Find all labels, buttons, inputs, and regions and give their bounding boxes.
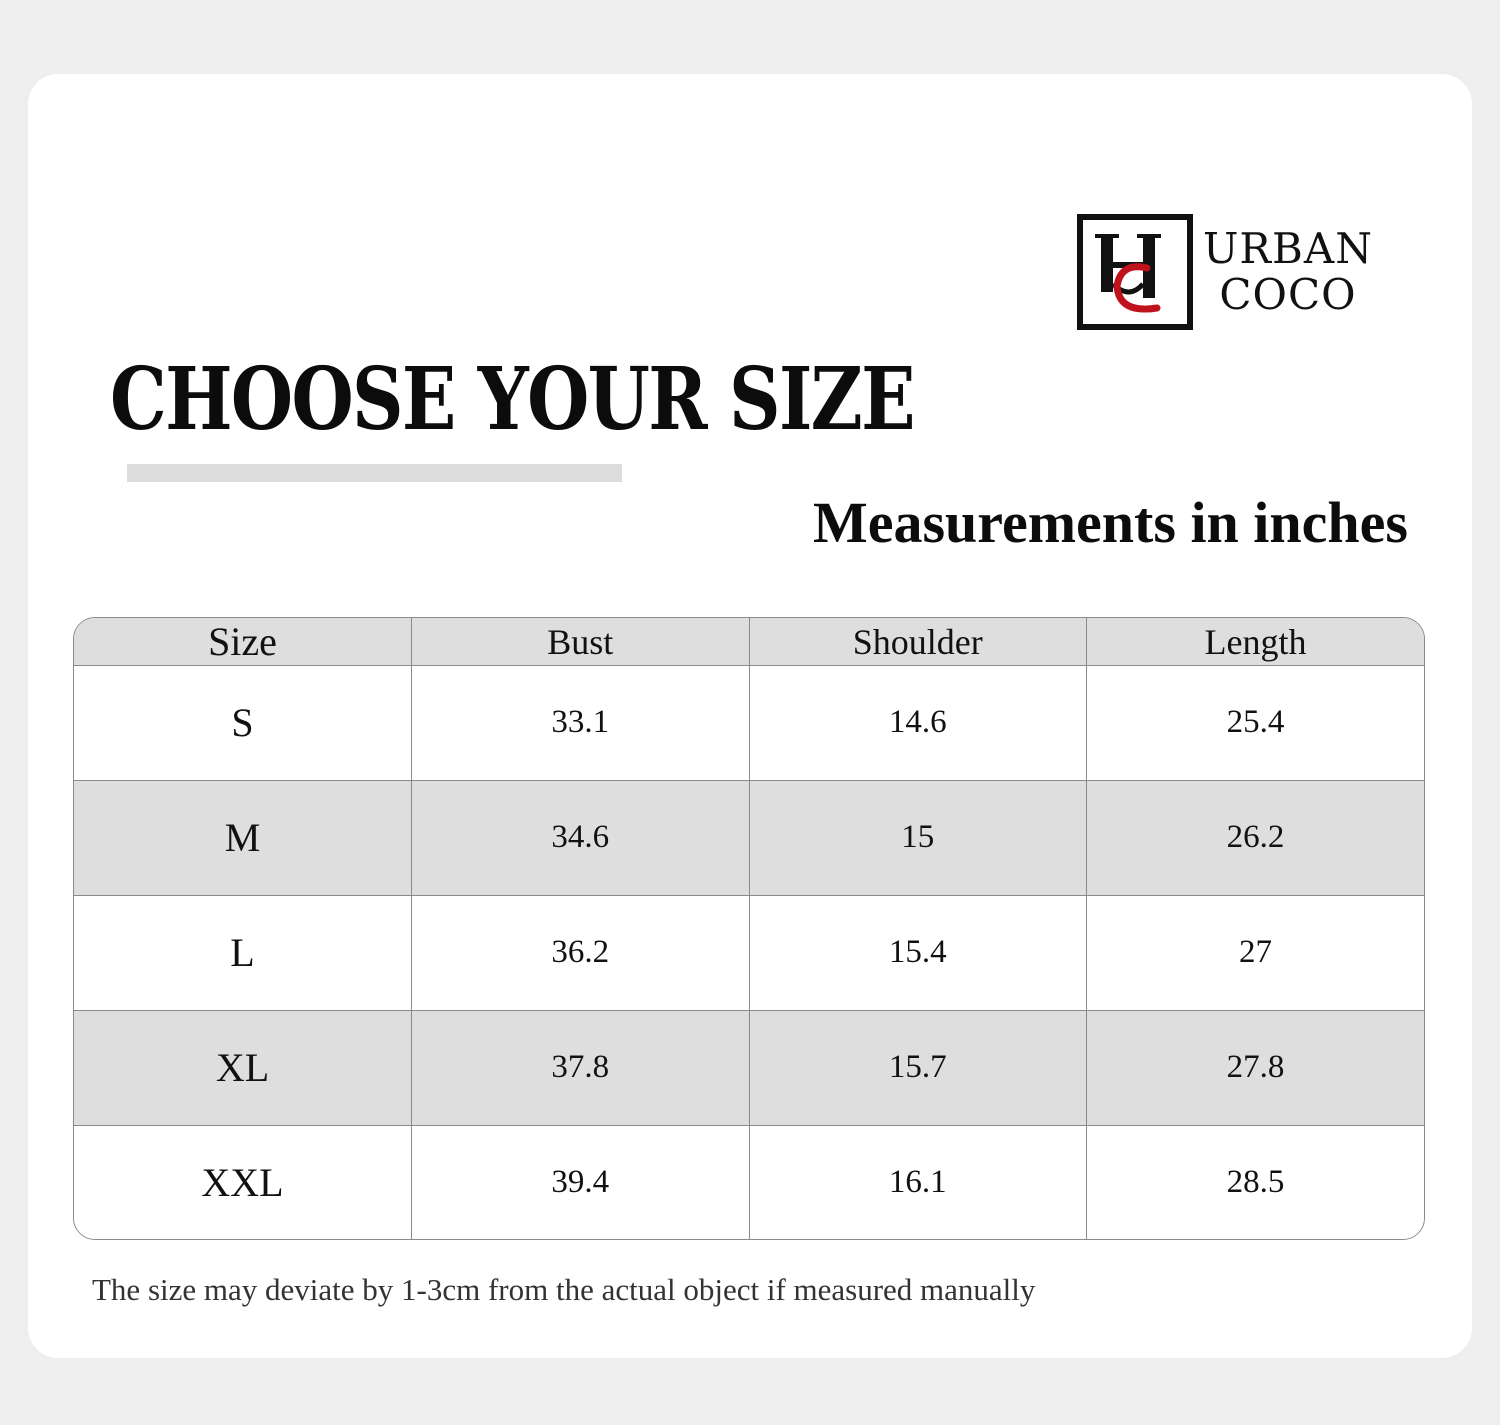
table-row (74, 1010, 1424, 1125)
table-row (74, 780, 1424, 895)
header-size: Size (74, 618, 412, 666)
table-header-row (74, 618, 1424, 666)
length-cell: 28.5 (1087, 1125, 1425, 1239)
page-title: CHOOSE YOUR SIZE (110, 349, 914, 450)
title-underline-bar (127, 464, 622, 482)
table-row (74, 666, 1424, 781)
measurement-disclaimer: The size may deviate by 1-3cm from the actual object if measured manually (92, 1272, 1036, 1307)
length-cell: 27.8 (1087, 1010, 1425, 1125)
header-bust: Bust (412, 618, 750, 666)
shoulder-cell: 15.4 (749, 895, 1087, 1010)
bust-cell: 39.4 (412, 1125, 750, 1239)
brand-name (1198, 226, 1378, 318)
bust-cell: 33.1 (412, 666, 750, 781)
size-table (74, 618, 1424, 1239)
shoulder-cell: 16.1 (749, 1125, 1087, 1239)
size-cell: XXL (74, 1125, 412, 1239)
brand-name-line2: COCO (1219, 270, 1357, 319)
length-cell: 26.2 (1087, 780, 1425, 895)
shoulder-cell: 14.6 (749, 666, 1087, 781)
bust-cell: 37.8 (412, 1010, 750, 1125)
size-cell: L (74, 895, 412, 1010)
header-shoulder: Shoulder (749, 618, 1087, 666)
brand-name-line1: URBAN (1203, 224, 1373, 273)
measurement-unit-subtitle: Measurements in inches (812, 490, 1408, 555)
header-length: Length (1087, 618, 1425, 666)
bust-cell: 36.2 (412, 895, 750, 1010)
size-cell: M (74, 780, 412, 895)
size-cell: XL (74, 1010, 412, 1125)
table-row (74, 895, 1424, 1010)
size-table-container (73, 617, 1425, 1240)
length-cell: 25.4 (1087, 666, 1425, 781)
size-cell: S (74, 666, 412, 781)
length-cell: 27 (1087, 895, 1425, 1010)
table-row (74, 1125, 1424, 1239)
shoulder-cell: 15 (749, 780, 1087, 895)
bust-cell: 34.6 (412, 780, 750, 895)
shoulder-cell: 15.7 (749, 1010, 1087, 1125)
urban-coco-logo-icon (1077, 214, 1193, 330)
